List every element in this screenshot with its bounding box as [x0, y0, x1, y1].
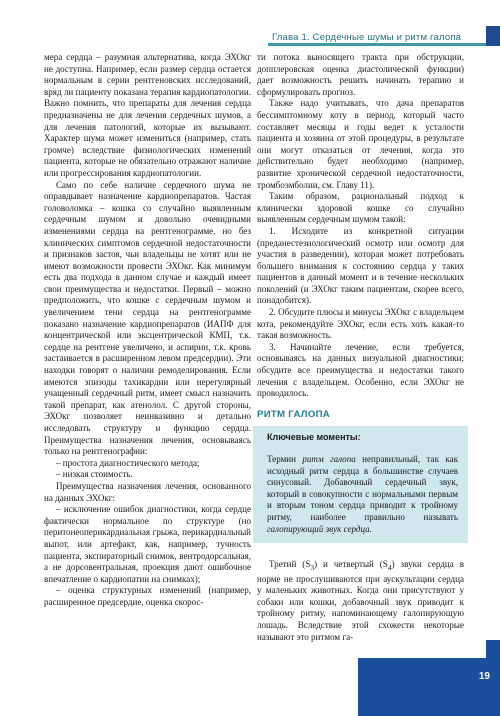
numbered-item: 1. Исходите из конкретной ситуации (преданестезиологический осмотр или осмотр для участия в разведении), которая может потребовать большего внимания к состоянию сердца у таких пациентов в данный момент и в течение нескольких поколений (и ЭХОкг таким пациентам, скорее всего, понадобится).: [257, 225, 464, 306]
s3-subscript: 3: [310, 562, 315, 572]
numbered-item: 2. Обсудите плюсы и минусы ЭХОкг с владельцем кота, рекомендуйте ЭХОкг, если есть хоть какая-то такая возможность.: [257, 307, 464, 341]
list-item: – простота диагностического метода;: [56, 457, 200, 468]
numbered-item: 3. Начинайте лечение, если требуется, основываясь на данных визуальной диагностики; обсудите все преимущества и недостатки такого лечения с владельцем. Особенно, если ЭХОкг не проводилось.: [257, 341, 464, 399]
s4-subscript: 4: [387, 562, 392, 572]
chapter-title: Глава 1. Сердечные шумы и ритм галопа: [272, 32, 462, 43]
paragraph: Также надо учитывать, что дача препаратов бессимптомному коту в период, который часто составляет месяцы и годы ведет к усталости пациента и хозяина от этой процедуры, в результате они могут отказаться от лечения, когда это действительно будет необходимо (например, развитие хронической сердечной недостаточности, тромбоэмболии, см. Главу 11).: [257, 98, 464, 190]
paragraph: ти потока выносящего тракта при обструкции, допплеровская оценка диастолической функции) дает возможность решить начинать терапию и сформулировать прогноз.: [257, 52, 464, 97]
key-points-text: [267, 454, 458, 535]
kp-text-a: Термин: [267, 454, 303, 464]
section-title: РИТМ ГАЛОПА: [257, 408, 331, 420]
kp-term: ритм галопа: [302, 454, 356, 464]
page-header: [0, 0, 500, 46]
page-number-box: [358, 658, 500, 716]
p7-b: ) и четвертый (S: [314, 559, 388, 570]
list-item: – низкая стоимость.: [56, 469, 133, 480]
p7-c: ) звуки сердца в норме не прослушиваются при аускультации сердца у маленьких животных. Когда они присутствуют у собаки или кошки, добавочный звук приводит к тройному ритму, напоминающему галопирующую лошадь. Вследствие этой схожести некоторые называют это ритмом га-: [257, 559, 464, 642]
kp-term2: галопирующий звук сердца.: [267, 523, 372, 534]
paragraph: мера сердца – разумная альтернатива, когда ЭХОкг не доступна. Например, если размер сердца остается нормальным в серии рентгеновских исследований, вряд ли пациенту показана терапия кардиопатологии. Важно помнить, что препараты для лечения сердца предназначены не для лечения сердечных шумов, а для лечения патологий, которые их вызывают. Характер шума может измениться (например, стать громче) вследствие физиологических изменений пациента, которые не обязательно отражают наличие или прогрессирования кардиопатологии.: [44, 52, 251, 178]
list-item: – исключение ошибок диагностики, когда сердце фактически нормальное по структуре (но перитонеоперикардиальная грыжа, перикардиальный выпот, или артефакт, как, например, тучность пациента, экспираторный снимок, вентродорсальная, а не дорсовентральная, проекция дают ошибочное впечатление о кардиопатии на снимках);: [44, 504, 251, 584]
kp-text-b: неправильный, так как исходный ритм сердца в большинстве случаев синусовый. Добавочный сердечный звук, который в совокупности с нормальными первым и вторым тоном сердца приводит к тройному ритму, наиболее правильно называть: [267, 454, 458, 522]
page-number: 19: [478, 671, 490, 682]
paragraph: [257, 559, 464, 643]
header-rule: [268, 43, 500, 46]
paragraph: Само по себе наличие сердечного шума не оправдывает назначение кардиопрепаратов. Частая головоломка – кошка со случайно выявленным сердечным шумом и довольно очевидными изменениями сердца на рентгенограмме, но без клинических симптомов сердечной недостаточности и признаков застоя, чьи владельцы не хотят или не имеют возможности провести ЭХОкг. Как минимум есть два подхода в данном случае и каждый имеет свои преимущества и недостатки. Первый – можно предположить, что кошке с сердечным шумом и увеличением тени сердца на рентгенограмме показано назначение кардиопрепаратов (ИАПФ для концентрической или эксцентрической КМП, т.к. сердце на рентгене увеличено, и аспирин, т.к. кровь застаивается в расширенном левом предсердии). Эти находки говорят о наличии ремоделирования. Если имеются эпизоды тахикардии или нерегулярный учащенный сердечный ритм, имеет смысл назначить такой препарат, как атенолол. С другой стороны, ЭХОкг позволяет неинвазивно и детально исследовать структуру и функцию сердца. Преимущества назначения лечения, основываясь только на рентгенографии:: [44, 179, 251, 457]
key-points-title: Ключевые моменты:: [267, 432, 361, 443]
paragraph: Преимущества назначения лечения, основанного на данных ЭХОкг:: [44, 480, 251, 503]
p7-a: Третий (S: [269, 559, 311, 570]
key-points-box: [253, 426, 468, 543]
side-strip: [486, 640, 500, 658]
paragraph: Таким образом, рациональный подход к клинически здоровой кошке со случайно выявленным сердечным шумом такой:: [257, 191, 464, 225]
header-color-block: [486, 26, 500, 46]
list-item: – оценка структурных изменений (например, расширенное предсердие, оценка скорос-: [44, 585, 251, 607]
left-column: [44, 52, 251, 609]
right-column: [257, 52, 464, 643]
